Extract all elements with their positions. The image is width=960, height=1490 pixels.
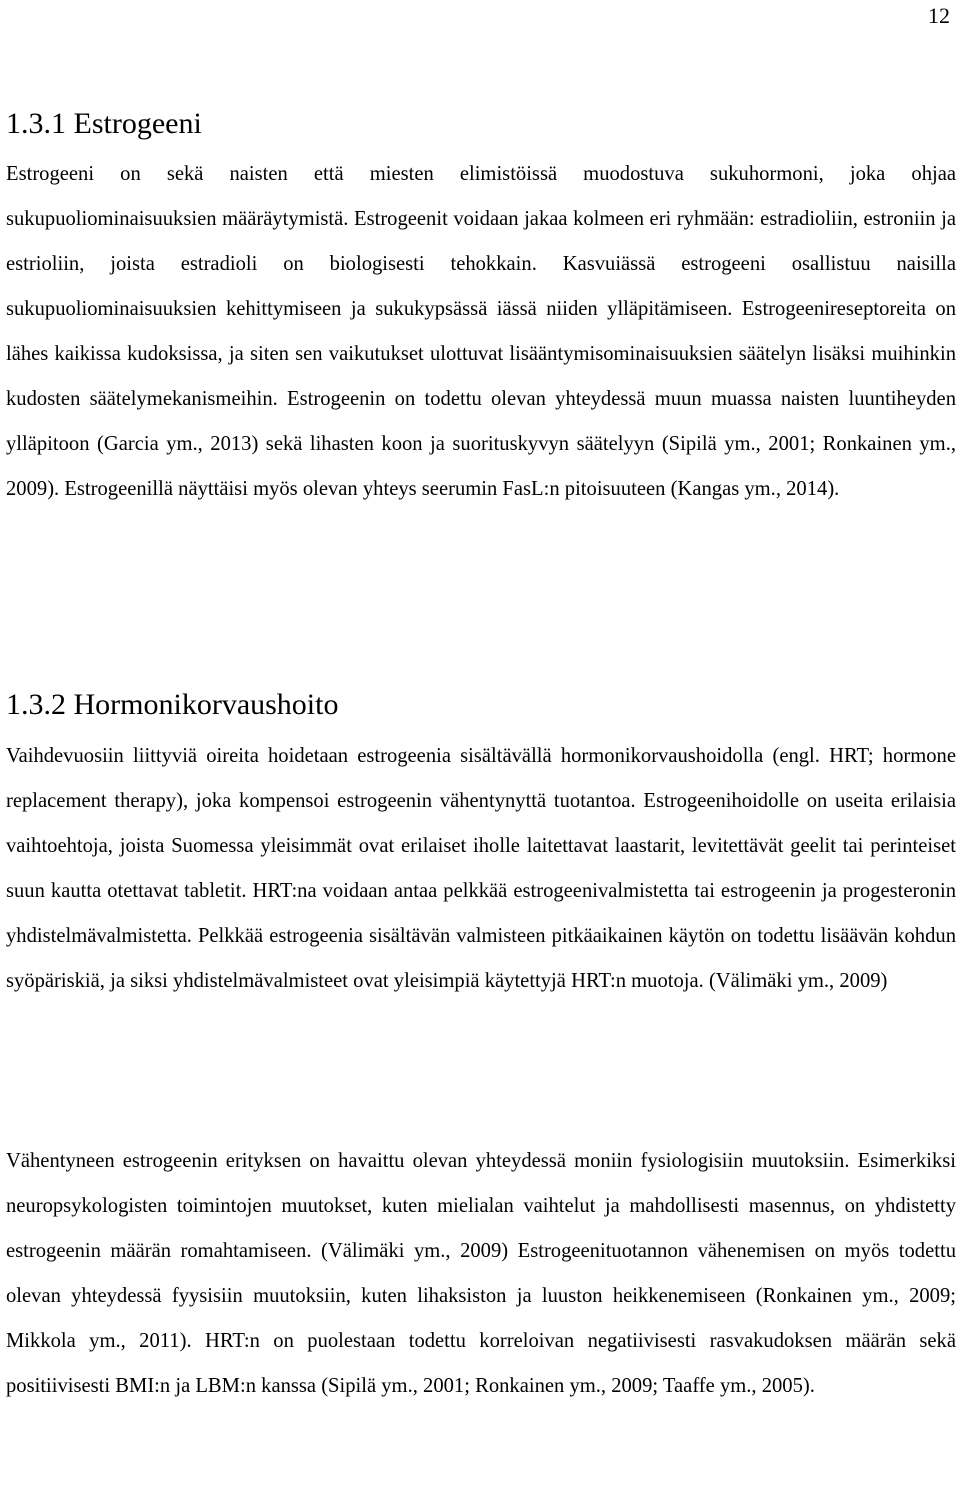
paragraph-hormonikorvaushoito-2: Vähentyneen estrogeenin erityksen on havaittu olevan yhteydessä moniin fysiologisiin muutoksiin. Esimerkiksi neuropsykologisten toimintojen muutokset, kuten mielialan vaihtelut ja mahdollisesti masennus, on yhdistetty estrogeenin määrän romahtamiseen. (Välimäki ym., 2009) Estrogeenituotannon vähenemisen on myös todettu olevan yhteydessä fyysisiin muutoksiin, kuten lihaksiston ja luuston heikkenemiseen (Ronkainen ym., 2009; Mikkola ym., 2011). HRT:n on puolestaan todettu korreloivan negatiivisesti rasvakudoksen määrän sekä positiivisesti BMI:n ja LBM:n kanssa (Sipilä ym., 2001; Ronkainen ym., 2009; Taaffe ym., 2005). [6,1150,956,1397]
paragraph-estrogeeni: Estrogeeni on sekä naisten että miesten elimistöissä muodostuva sukuhormoni, joka ohjaa sukupuoliominaisuuksien määräytymistä. Estrogeenit voidaan jakaa kolmeen eri ryhmään: estradioliin, estroniin ja estrioliin, joista estradioli on biologisesti tehokkain. Kasvuiässä estrogeeni osallistuu naisilla sukupuoliominaisuuksien kehittymiseen ja sukukypsässä iässä niiden ylläpitämiseen. Estrogeenireseptoreita on lähes kaikissa kudoksissa, ja siten sen vaikutukset ulottuvat lisääntymisominaisuuksien säätelyn lisäksi muihinkin kudosten säätelymekanismeihin. Estrogeenin on todettu olevan yhteydessä muun muassa naisten luuntiheyden ylläpitoon (Garcia ym., 2013) sekä lihasten koon ja suorituskyvyn säätelyyn (Sipilä ym., 2001; Ronkainen ym., 2009). Estrogeenillä näyttäisi myös olevan yhteys seerumin FasL:n pitoisuuteen (Kangas ym., 2014). [6,163,956,500]
section-heading-hormonikorvaushoito: 1.3.2 Hormonikorvaushoito [6,688,339,721]
paragraph-hormonikorvaushoito-1: Vaihdevuosiin liittyviä oireita hoidetaan estrogeenia sisältävällä hormonikorvaushoidolla (engl. HRT; hormone replacement therapy), joka kompensoi estrogeenin vähentynyttä tuotantoa. Estrogeenihoidolle on useita erilaisia vaihtoehtoja, joista Suomessa yleisimmät ovat erilaiset iholle laitettavat laastarit, levitettävät geelit tai perinteiset suun kautta otettavat tabletit. HRT:na voidaan antaa pelkkää estrogeenivalmistetta tai estrogeenin ja progesteronin yhdistelmävalmistetta. Pelkkää estrogeenia sisältävän valmisteen pitkäaikainen käytön on todettu lisäävän kohdun syöpäriskiä, ja siksi yhdistelmävalmisteet ovat yleisimpiä käytettyjä HRT:n muotoja. (Välimäki ym., 2009) [6,745,956,992]
section-heading-estrogeeni: 1.3.1 Estrogeeni [6,107,202,140]
page-number: 12 [928,3,950,28]
